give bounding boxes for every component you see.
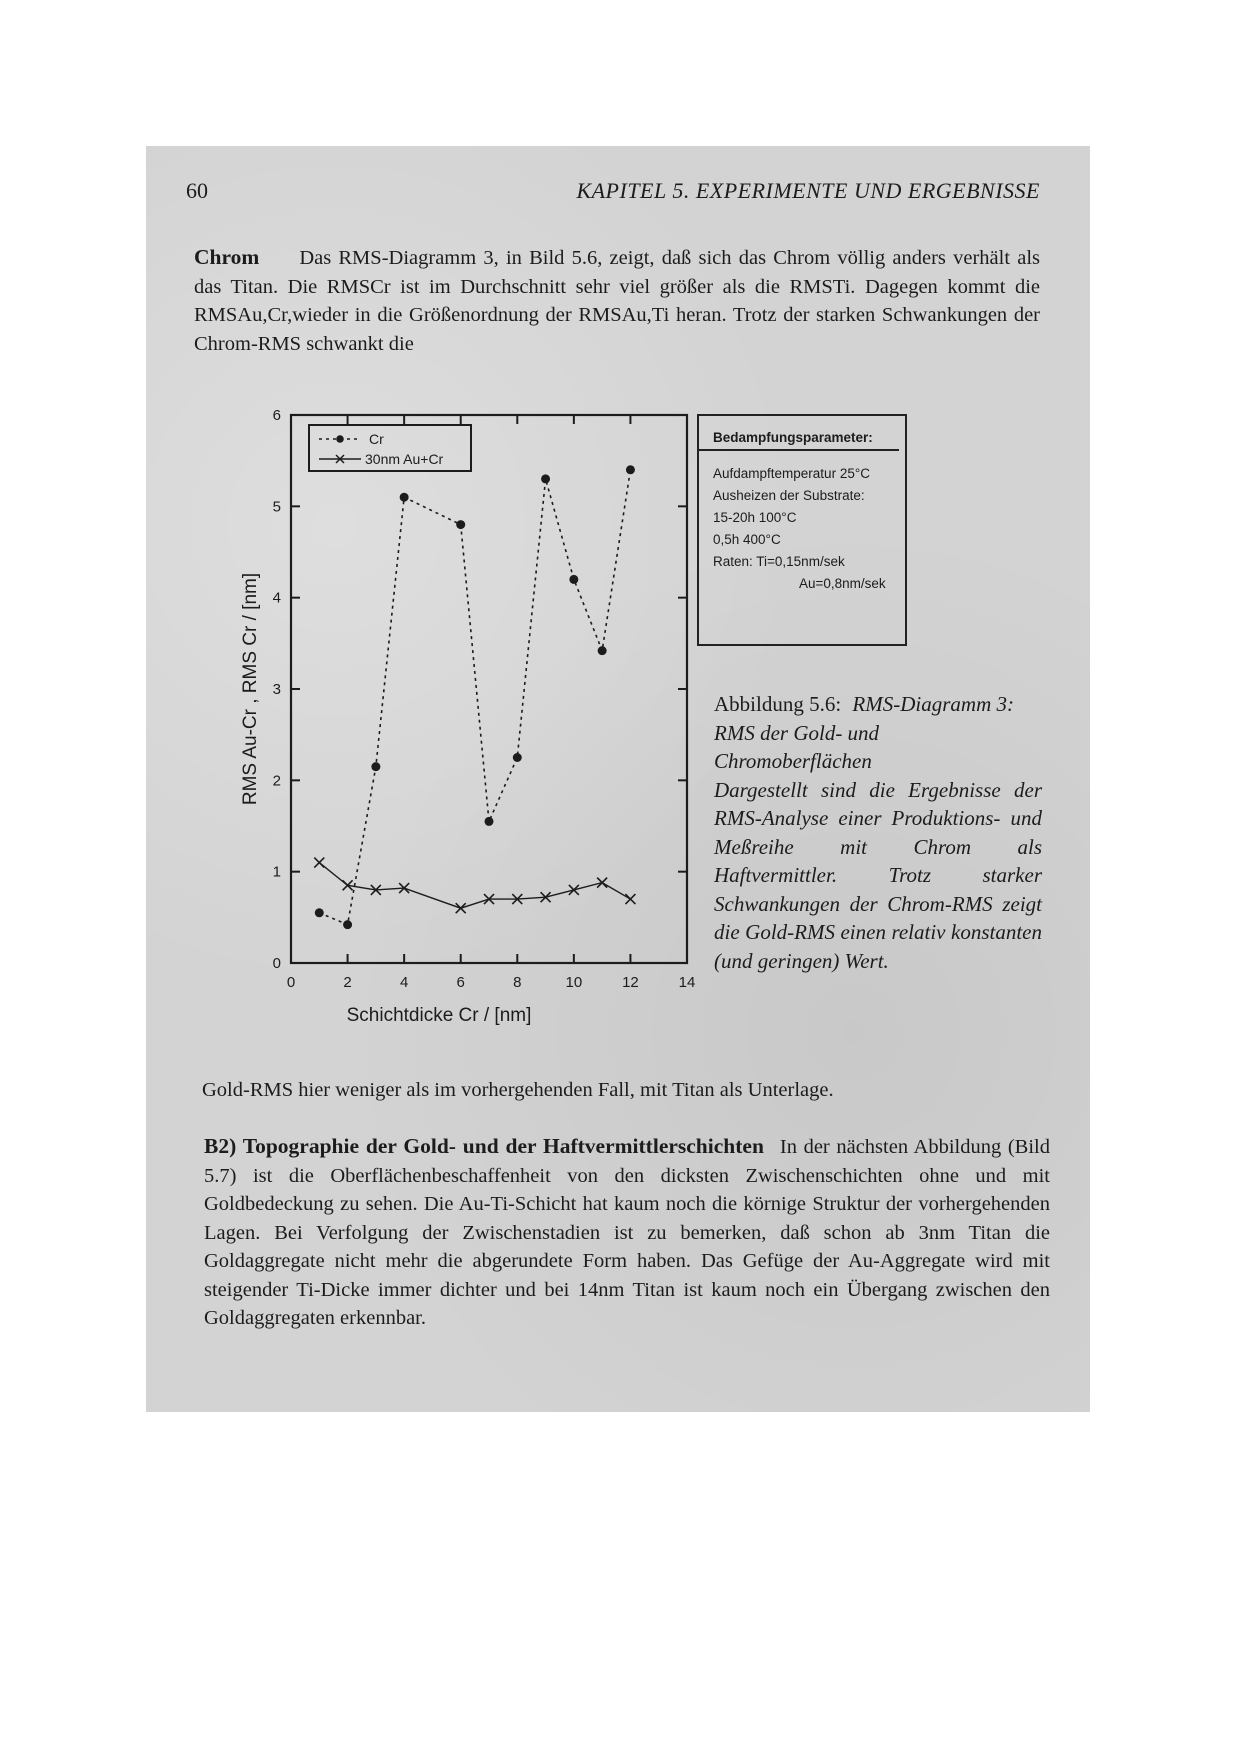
y-tick-label: 1 — [272, 863, 281, 881]
middle-paragraph: Gold-RMS hier weniger als im vorhergehenden Fall, mit Titan als Unterlage. — [202, 1079, 834, 1101]
y-tick-label: 5 — [272, 498, 281, 516]
data-point-cr — [626, 465, 635, 474]
legend-label-au-cr: 30nm Au+Cr — [365, 451, 444, 467]
caption-label: Abbildung 5.6: — [714, 692, 842, 716]
data-point-au-cr — [597, 878, 607, 888]
parameter-line: Au=0,8nm/sek — [799, 576, 886, 591]
caption-title: RMS-Diagramm 3: — [852, 692, 1014, 716]
legend-label-cr: Cr — [369, 431, 384, 447]
y-axis-label: RMS Au-Cr , RMS Cr / [nm] — [240, 572, 261, 806]
x-tick-label: 14 — [678, 974, 696, 991]
x-tick-label: 4 — [399, 974, 409, 991]
parameter-line: Raten: Ti=0,15nm/sek — [713, 554, 845, 569]
parameter-heading: Bedampfungsparameter: — [699, 416, 899, 451]
parameter-line: 0,5h 400°C — [713, 532, 781, 547]
parameter-line: Ausheizen der Substrate: — [713, 488, 865, 503]
data-point-cr — [371, 762, 380, 771]
series-line-cr — [319, 470, 630, 925]
parameter-line: 15-20h 100°C — [713, 510, 797, 525]
y-tick-label: 2 — [272, 772, 281, 790]
section-text: In der nächsten Abbildung (Bild 5.7) ist die Oberflächenbeschaffenheit von den dicksten Zwischenschichten ohne und mit Goldbedeckung zu sehen. Die Au-Ti-Schicht hat kaum noch die körnige Struktur der vorhergehenden Lagen. Bei Verfolgung der Zwischenstadien ist zu bemerken, daß schon ab 3nm Titan die Goldaggregate nicht mehr die abgerundete Form haben. Das Gefüge der Au-Aggregate wird mit steigender Ti-Dicke immer dichter und bei 14nm Titan ist kaum noch ein Übergang zwischen den Goldaggregaten erkennbar. — [204, 1136, 1050, 1329]
x-tick-label: 8 — [513, 974, 522, 991]
data-point-au-cr — [625, 894, 635, 904]
series-line-au-cr — [319, 863, 630, 909]
x-tick-label: 6 — [456, 974, 465, 991]
data-point-cr — [456, 520, 465, 529]
chapter-title: KAPITEL 5. EXPERIMENTE UND ERGEBNISSE — [576, 178, 1040, 203]
y-tick-label: 6 — [272, 407, 281, 424]
parameter-box — [697, 414, 907, 646]
figure-caption — [714, 690, 1042, 975]
data-point-cr — [400, 493, 409, 502]
plot-frame — [291, 415, 687, 963]
data-point-cr — [343, 920, 352, 929]
data-point-cr — [541, 474, 550, 483]
data-point-au-cr — [456, 903, 466, 913]
paragraph-lead: Chrom — [194, 245, 260, 269]
data-point-cr — [315, 908, 324, 917]
legend-marker-cr — [336, 435, 344, 443]
data-point-cr — [513, 753, 522, 762]
caption-description: Dargestellt sind die Ergebnisse der RMS-Analyse einer Produktions- und Meßreihe mit Chrom als Haftvermittler. Trotz starker Schwankungen der Chrom-RMS zeigt die Gold-RMS einen relativ konstanten (und geringen) Wert. — [714, 777, 1042, 973]
running-header — [186, 178, 1040, 208]
data-point-cr — [569, 575, 578, 584]
data-point-cr — [485, 817, 494, 826]
section-heading: B2) Topographie der Gold- und der Haftvermittlerschichten — [204, 1134, 764, 1158]
data-point-au-cr — [569, 885, 579, 895]
x-tick-label: 12 — [622, 974, 639, 991]
caption-subtitle: RMS der Gold- und Chromoberflächen — [714, 720, 880, 773]
x-tick-label: 10 — [565, 974, 583, 991]
data-point-cr — [598, 646, 607, 655]
y-tick-label: 3 — [272, 681, 281, 698]
top-paragraph — [194, 243, 1040, 358]
data-point-au-cr — [314, 858, 324, 868]
bottom-paragraph — [204, 1132, 1050, 1333]
x-tick-label: 0 — [286, 974, 296, 991]
y-tick-label: 4 — [272, 589, 281, 607]
y-tick-label: 0 — [272, 955, 281, 972]
chart-plot-group — [240, 407, 695, 1026]
rms-chart — [236, 400, 700, 1040]
x-tick-label: 2 — [343, 974, 352, 991]
parameter-line: Aufdampftemperatur 25°C — [713, 466, 870, 481]
x-axis-label: Schichtdicke Cr / [nm] — [346, 1005, 532, 1026]
page-number: 60 — [186, 178, 208, 203]
paragraph-text: Das RMS-Diagramm 3, in Bild 5.6, zeigt, daß sich das Chrom völlig anders verhält als das Titan. Die RMSCr ist im Durchschnitt sehr viel größer als die RMSTi. Dagegen kommt die RMSAu,Cr,wieder in die Größenordnung der RMSAu,Ti heran. Trotz der starken Schwankungen der Chrom-RMS schwankt die — [194, 247, 1040, 355]
